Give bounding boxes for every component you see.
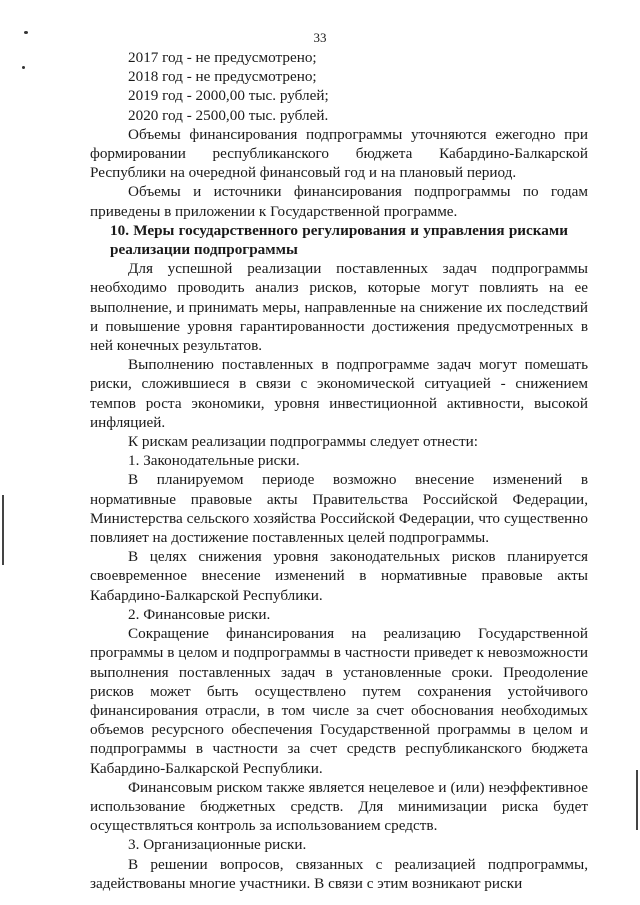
paragraph: Объемы и источники финансирования подпрограммы по годам приведены в приложении к Государственной программе. — [90, 183, 588, 220]
section-heading: 10. Меры государственного регулирования и управления рисками реализации подпрограммы — [110, 221, 568, 259]
year-line: 2020 год - 2500,00 тыс. рублей. — [128, 106, 329, 124]
page-number: 33 — [313, 30, 327, 45]
paragraph: Для успешной реализации поставленных задач подпрограммы необходимо проводить анализ рисков, которые могут повлиять на ее выполнение, и принимать меры, направленные на снижение их последствий и повышение уровня гарантированности достижения предусмотренных в ней конечных результатов. — [90, 260, 588, 355]
year-line: 2018 год - не предусмотрено; — [128, 68, 317, 86]
paragraph: Финансовым риском также является нецелевое и (или) неэффективное использование бюджетных средств. Для минимизации риска будет осуществляться контроль за использованием средств. — [90, 778, 588, 835]
paragraph: Выполнению поставленных в подпрограмме задач могут помешать риски, сложившиеся в связи с экономической ситуацией - снижением темпов роста экономики, уровня инвестиционной активности, высокой инфляцией. — [90, 356, 588, 431]
scan-edge-mark — [636, 770, 638, 830]
paragraph: К рискам реализации подпрограммы следует отнести: — [128, 433, 478, 451]
risk-item-title: 1. Законодательные риски. — [128, 452, 300, 470]
paragraph: В решении вопросов, связанных с реализацией подпрограммы, задействованы многие участники. В связи с этим возникают риски — [90, 855, 588, 892]
year-line: 2019 год - 2000,00 тыс. рублей; — [128, 87, 329, 105]
document-body — [90, 48, 588, 893]
year-line: 2017 год - не предусмотрено; — [128, 49, 317, 66]
paragraph: Объемы финансирования подпрограммы уточняются ежегодно при формировании республиканского бюджета Кабардино-Балкарской Республики на очередной финансовый год и на плановый период. — [90, 125, 588, 182]
scan-speck — [22, 66, 25, 69]
scan-speck — [24, 31, 28, 34]
paragraph: В целях снижения уровня законодательных рисков планируется своевременное внесение изменений в нормативные правовые акты Кабардино-Балкарской Республики. — [90, 548, 588, 604]
scan-edge-mark — [2, 495, 4, 565]
paragraph: В планируемом периоде возможно внесение изменений в нормативные правовые акты Правительства Российской Федерации, Министерства сельского хозяйства Российской Федерации, что существенно повлияет на достижение поставленных целей подпрограммы. — [90, 471, 588, 547]
risk-item-title: 2. Финансовые риски. — [128, 605, 271, 623]
risk-item-title: 3. Организационные риски. — [128, 836, 307, 854]
paragraph: Сокращение финансирования на реализацию Государственной программы в целом и подпрограммы в частности приведет к невозможности выполнения поставленных задач в установленные сроки. Преодоление рисков может быть осуществлено путем сохранения устойчивого финансирования отрасли, в том числе за счет обоснования необходимых объемов ресурсного обеспечения Государственной программы в целом и подпрограммы в частности за счет средств республиканского бюджета Кабардино-Балкарской Республики. — [90, 625, 588, 777]
